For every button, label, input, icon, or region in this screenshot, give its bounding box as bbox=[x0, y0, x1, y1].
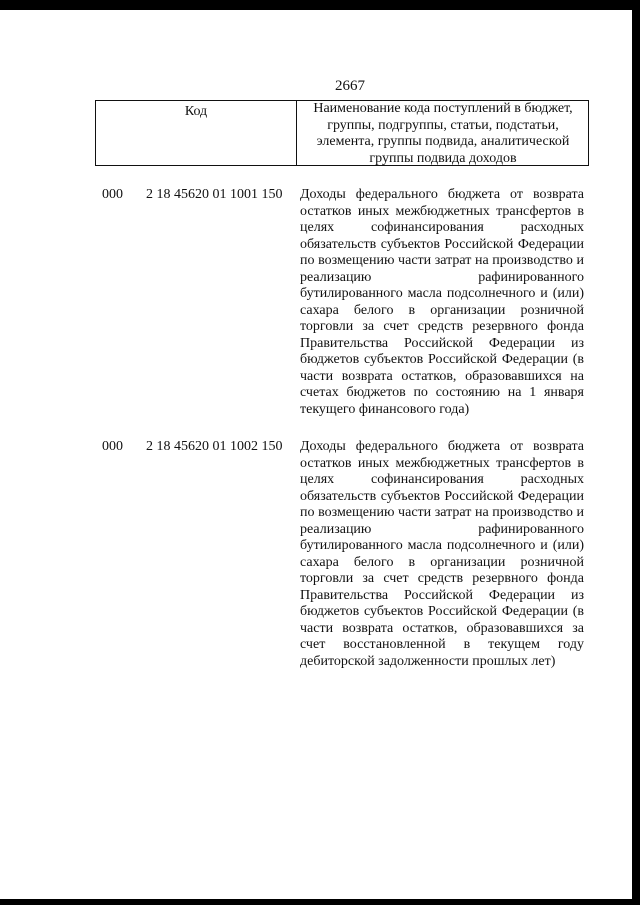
header-code-label: Код bbox=[184, 104, 208, 119]
row-income-code: 2 18 45620 01 1001 150 bbox=[146, 187, 283, 202]
scan-edge-right bbox=[632, 0, 640, 905]
header-name-label: Наименование кода поступлений в бюджет, группы, подгруппы, статьи, подстатьи, элемента, группы подвида, аналитической группы подвида доходов bbox=[313, 101, 573, 166]
scan-edge-top bbox=[0, 0, 640, 10]
row-admin-code: 000 bbox=[102, 187, 123, 202]
row-description: Доходы федерального бюджета от возврата остатков иных межбюджетных трансфертов в целях софинансирования расходных обязательств субъектов Российской Федерации по возмещению части затрат на производство и реализацию рафинированного бутилированного масла подсолнечного и (или) сахара белого в организации розничной торговли за счет средств резервного фонда Правительства Российской Федерации из бюджетов субъектов Российской Федерации (в части возврата остатков, образовавшихся на счетах бюджетов по состоянию на 1 января текущего финансового года) bbox=[300, 187, 584, 417]
scan-edge-bottom bbox=[0, 899, 640, 905]
row-income-code: 2 18 45620 01 1002 150 bbox=[146, 439, 283, 454]
row-admin-code: 000 bbox=[102, 439, 123, 454]
page-number: 2667 bbox=[335, 78, 365, 94]
table-header-divider bbox=[296, 100, 297, 166]
row-description: Доходы федерального бюджета от возврата остатков иных межбюджетных трансфертов в целях софинансирования расходных обязательств субъектов Российской Федерации по возмещению части затрат на производство и реализацию рафинированного бутилированного масла подсолнечного и (или) сахара белого в организации розничной торговли за счет средств резервного фонда Правительства Российской Федерации из бюджетов субъектов Российской Федерации (в части возврата остатков, образовавшихся за счет восстановленной в текущем году дебиторской задолженности прошлых лет) bbox=[300, 439, 584, 669]
